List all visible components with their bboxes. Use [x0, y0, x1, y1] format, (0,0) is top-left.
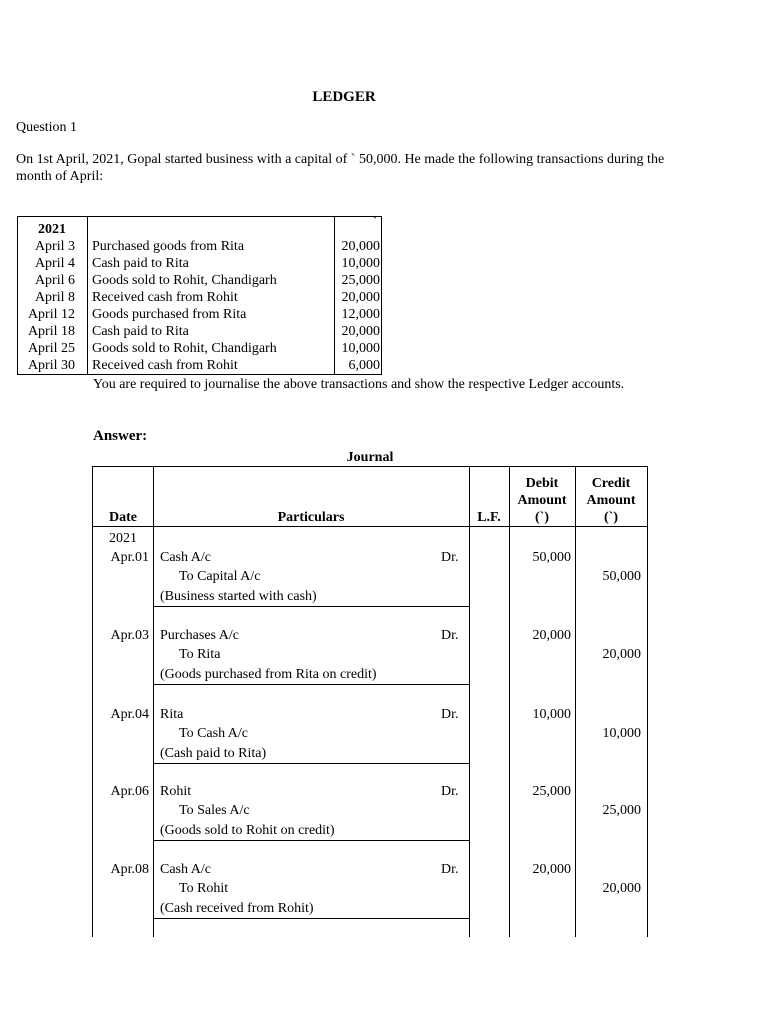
entry-debit-amount: 50,000	[532, 550, 571, 565]
transaction-amount: 12,000	[341, 307, 380, 322]
entry-narration: (Cash received from Rohit)	[160, 901, 314, 916]
transaction-date: April 4	[34, 256, 75, 271]
entry-debit-account: Rita	[160, 707, 184, 722]
journal-year: 2021	[109, 531, 137, 546]
transactions-table	[17, 216, 382, 375]
entry-credit-account: To Rohit	[179, 881, 229, 896]
transaction-date: April 6	[34, 273, 75, 288]
entry-debit-amount: 20,000	[532, 862, 571, 877]
header-credit-amount: Amount	[586, 493, 636, 508]
transaction-date: April 25	[27, 341, 75, 356]
journal-title: Journal	[346, 450, 394, 465]
header-debit: Debit	[525, 476, 559, 491]
entry-credit-amount: 20,000	[602, 881, 641, 896]
entry-dr-marker: Dr.	[441, 862, 459, 877]
transaction-description: Cash paid to Rita	[92, 256, 189, 271]
column-divider	[153, 467, 154, 937]
entry-debit-account: Cash A/c	[160, 550, 211, 565]
transaction-description: Cash paid to Rita	[92, 324, 189, 339]
transaction-amount: 10,000	[341, 341, 380, 356]
column-divider	[87, 217, 88, 374]
transaction-date: April 18	[27, 324, 75, 339]
transaction-description: Purchased goods from Rita	[92, 239, 245, 254]
header-particulars: Particulars	[277, 510, 345, 525]
column-divider	[469, 467, 470, 937]
entry-date: Apr.01	[110, 550, 149, 565]
entry-narration: (Goods sold to Rohit on credit)	[160, 823, 335, 838]
currency-symbol: `	[372, 215, 377, 230]
entry-debit-amount: 10,000	[532, 707, 571, 722]
transaction-date: April 12	[27, 307, 75, 322]
transaction-amount: 20,000	[341, 239, 380, 254]
question-label: Question 1	[16, 120, 78, 135]
transaction-description: Goods sold to Rohit, Chandigarh	[92, 273, 277, 288]
entry-debit-account: Purchases A/c	[160, 628, 239, 643]
entry-credit-account: To Rita	[179, 647, 221, 662]
transaction-description: Goods sold to Rohit, Chandigarh	[92, 341, 277, 356]
transaction-amount: 6,000	[348, 358, 380, 373]
answer-label: Answer:	[93, 428, 148, 444]
transaction-date: April 30	[27, 358, 75, 373]
entry-debit-amount: 20,000	[532, 628, 571, 643]
header-credit-currency: (`)	[604, 510, 618, 525]
transaction-amount: 20,000	[341, 324, 380, 339]
transaction-amount: 25,000	[341, 273, 380, 288]
entry-debit-account: Rohit	[160, 784, 192, 799]
entry-separator	[153, 840, 469, 841]
entry-dr-marker: Dr.	[441, 784, 459, 799]
column-divider	[334, 217, 335, 374]
entry-dr-marker: Dr.	[441, 707, 459, 722]
entry-credit-account: To Capital A/c	[179, 569, 261, 584]
transaction-amount: 20,000	[341, 290, 380, 305]
header-divider	[93, 526, 647, 527]
transaction-date: April 8	[34, 290, 75, 305]
entry-narration: (Goods purchased from Rita on credit)	[160, 667, 377, 682]
entry-separator	[153, 918, 469, 919]
entry-credit-amount: 20,000	[602, 647, 641, 662]
header-debit-amount: Amount	[517, 493, 567, 508]
transaction-amount: 10,000	[341, 256, 380, 271]
transaction-description: Received cash from Rohit	[92, 290, 238, 305]
transaction-date: April 3	[34, 239, 75, 254]
entry-dr-marker: Dr.	[441, 628, 459, 643]
header-lf: L.F.	[477, 510, 501, 525]
entry-credit-amount: 10,000	[602, 726, 641, 741]
entry-credit-amount: 50,000	[602, 569, 641, 584]
page-title: LEDGER	[312, 89, 376, 105]
entry-dr-marker: Dr.	[441, 550, 459, 565]
transactions-year: 2021	[38, 222, 66, 237]
column-divider	[575, 467, 576, 937]
entry-credit-amount: 25,000	[602, 803, 641, 818]
entry-separator	[153, 684, 469, 685]
entry-credit-account: To Sales A/c	[179, 803, 250, 818]
requirement-text: You are required to journalise the above transactions and show the respective Ledger accounts.	[93, 377, 625, 392]
journal-table	[92, 466, 648, 937]
header-debit-currency: (`)	[535, 510, 549, 525]
entry-credit-account: To Cash A/c	[179, 726, 249, 741]
entry-debit-amount: 25,000	[532, 784, 571, 799]
entry-date: Apr.08	[110, 862, 149, 877]
entry-separator	[153, 606, 469, 607]
header-date: Date	[109, 510, 137, 525]
header-credit: Credit	[591, 476, 631, 491]
entry-date: Apr.03	[110, 628, 149, 643]
transaction-description: Goods purchased from Rita	[92, 307, 247, 322]
question-intro: On 1st April, 2021, Gopal started business with a capital of ` 50,000. He made the following transactions during the month of April:	[16, 152, 665, 184]
entry-separator	[153, 763, 469, 764]
entry-date: Apr.04	[110, 707, 149, 722]
transaction-description: Received cash from Rohit	[92, 358, 238, 373]
entry-date: Apr.06	[110, 784, 149, 799]
entry-narration: (Cash paid to Rita)	[160, 746, 267, 761]
entry-debit-account: Cash A/c	[160, 862, 211, 877]
entry-narration: (Business started with cash)	[160, 589, 317, 604]
